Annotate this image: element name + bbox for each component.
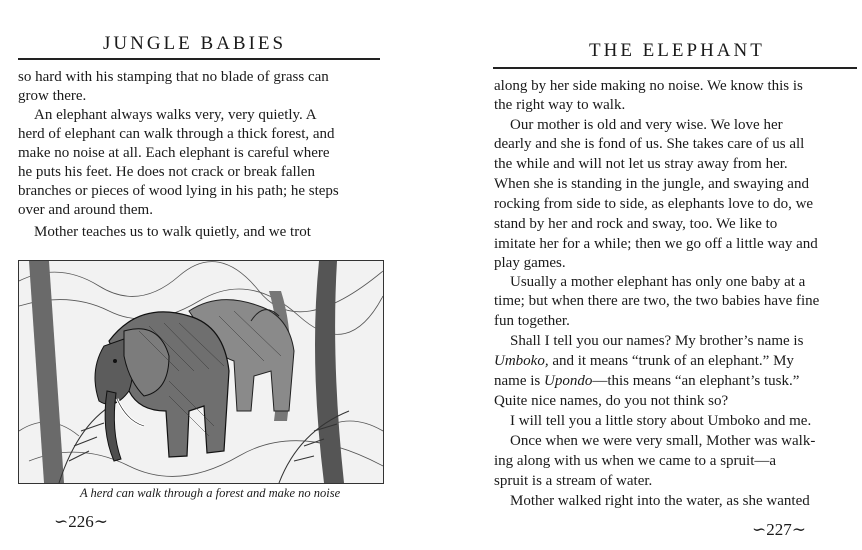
running-head-right: THE ELEPHANT bbox=[589, 40, 765, 61]
header-rule-left bbox=[18, 58, 380, 60]
illustration-caption: A herd can walk through a forest and make no noise bbox=[80, 486, 341, 500]
header-rule-right bbox=[493, 67, 857, 69]
text-line: make no noise at all. Each elephant is careful where bbox=[18, 145, 330, 161]
elephant-herd-drawing bbox=[19, 261, 383, 483]
text-line: rocking from side to side, as elephants love to do, we bbox=[494, 196, 814, 212]
right-page bbox=[460, 0, 862, 550]
running-head-left: JUNGLE BABIES bbox=[103, 33, 287, 54]
text-line: fun together. bbox=[494, 313, 570, 329]
text-line: Mother walked right into the water, as she wanted bbox=[510, 493, 810, 509]
page-number-left: ∽226∼ bbox=[54, 512, 108, 531]
text-line: grow there. bbox=[18, 88, 87, 104]
text-line: Once when we were very small, Mother was walk- bbox=[510, 433, 816, 449]
page-number-right: ∽227∼ bbox=[752, 520, 806, 539]
text-line: branches or pieces of wood lying in his path; he steps bbox=[18, 183, 339, 199]
text-line: An elephant always walks very, very quietly. A bbox=[34, 107, 317, 123]
text-line: Umboko, and it means “trunk of an elephant.” My bbox=[494, 353, 794, 369]
text-line: he puts his feet. He does not crack or break fallen bbox=[18, 164, 315, 180]
text-line: herd of elephant can walk through a thick forest, and bbox=[18, 126, 335, 142]
elephant-illustration bbox=[18, 260, 384, 484]
text-line: stand by her and rock and sway, too. We like to bbox=[494, 216, 778, 232]
text-line: Mother teaches us to walk quietly, and we trot bbox=[34, 224, 311, 240]
text-line: spruit is a stream of water. bbox=[494, 473, 653, 489]
text-line: the while and will not let us stray away from her. bbox=[494, 156, 788, 172]
text-line: imitate her for a while; then we go off a little way and bbox=[494, 236, 818, 252]
text-line: along by her side making no noise. We know this is bbox=[494, 78, 803, 94]
text-line: name is Upondo—this means “an elephant’s tusk.” bbox=[494, 373, 800, 389]
text-line: over and around them. bbox=[18, 202, 153, 218]
text-line: Usually a mother elephant has only one baby at a bbox=[510, 274, 806, 290]
text-line: Our mother is old and very wise. We love her bbox=[510, 117, 783, 133]
text-line: Shall I tell you our names? My brother’s name is bbox=[510, 333, 804, 349]
text-line: I will tell you a little story about Umboko and me. bbox=[510, 413, 812, 429]
text-line: Quite nice names, do you not think so? bbox=[494, 393, 729, 409]
text-line: the right way to walk. bbox=[494, 97, 626, 113]
text-line: so hard with his stamping that no blade of grass can bbox=[18, 69, 329, 85]
text-line: dearly and she is fond of us. She takes care of us all bbox=[494, 136, 805, 152]
left-page bbox=[0, 0, 400, 550]
text-line: When she is standing in the jungle, and swaying and bbox=[494, 176, 809, 192]
text-line: time; but when there are two, the two babies have fine bbox=[494, 293, 820, 309]
text-line: ing along with us when we came to a spruit—a bbox=[494, 453, 777, 469]
text-line: play games. bbox=[494, 255, 566, 271]
